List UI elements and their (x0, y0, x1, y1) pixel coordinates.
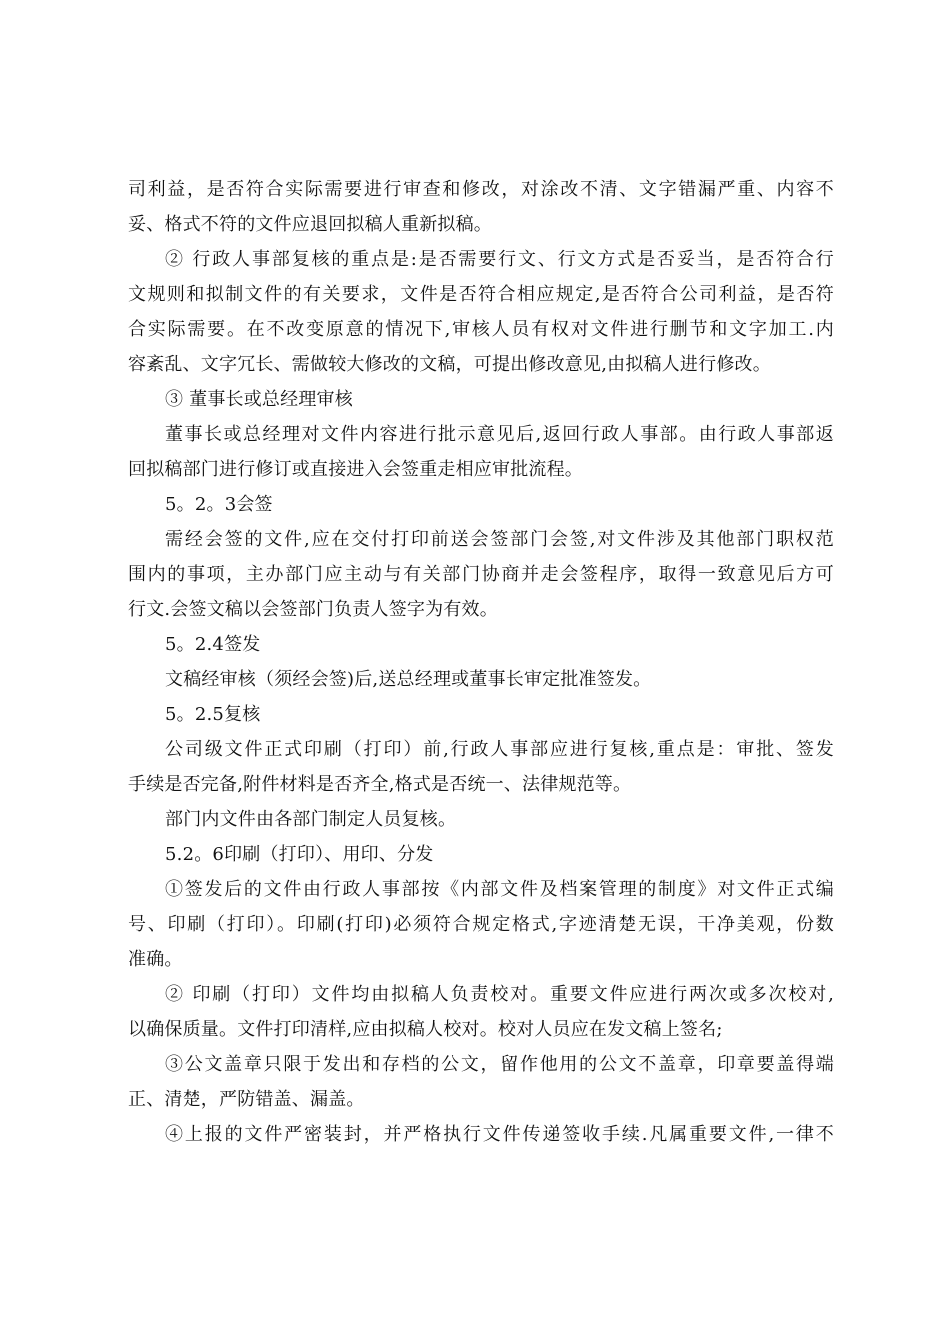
paragraph-line: 部门内文件由各部门制定人员复核。 (165, 809, 457, 830)
paragraph-line: 容紊乱、文字冗长、需做较大修改的文稿，可提出修改意见,由拟稿人进行修改。 (128, 354, 771, 375)
paragraph-line: 正、清楚，严防错盖、漏盖。 (128, 1089, 365, 1110)
paragraph-line: 回拟稿部门进行修订或直接进入会签重走相应审批流程。 (128, 459, 583, 480)
paragraph-line: 董事长或总经理对文件内容进行批示意见后,返回行政人事部。由行政人事部返 (165, 424, 834, 445)
paragraph-line: 需经会签的文件,应在交付打印前送会签部门会签,对文件涉及其他部门职权范 (165, 529, 834, 550)
paragraph-line: 公司级文件正式印刷（打印）前,行政人事部应进行复核,重点是：审批、签发 (165, 739, 834, 760)
paragraph-line: ①签发后的文件由行政人事部按《内部文件及档案管理的制度》对文件正式编 (165, 879, 834, 900)
paragraph-line: 文规则和拟制文件的有关要求，文件是否符合相应规定,是否符合公司利益，是否符 (128, 284, 834, 305)
section-heading: 5。2.4签发 (165, 634, 261, 655)
paragraph-line: 合实际需要。在不改变原意的情况下,审核人员有权对文件进行删节和文字加工.内 (128, 319, 834, 340)
paragraph-line: 围内的事项，主办部门应主动与有关部门协商并走会签程序，取得一致意见后方可 (128, 564, 834, 585)
paragraph-line: 行文.会签文稿以会签部门负责人签字为有效。 (128, 599, 498, 620)
section-heading: 5。2。3会签 (165, 494, 273, 515)
paragraph-line: ② 印刷（打印）文件均由拟稿人负责校对。重要文件应进行两次或多次校对, (165, 984, 834, 1005)
paragraph-line: 手续是否完备,附件材料是否齐全,格式是否统一、法律规范等。 (128, 774, 632, 795)
section-heading: ③ 董事长或总经理审核 (165, 389, 353, 410)
section-heading: 5。2.5复核 (165, 704, 261, 725)
paragraph-line: ④上报的文件严密装封，并严格执行文件传递签收手续.凡属重要文件,一律不 (165, 1124, 834, 1145)
paragraph-line: ② 行政人事部复核的重点是:是否需要行文、行文方式是否妥当，是否符合行 (165, 249, 834, 270)
document-body (128, 172, 834, 1152)
section-heading: 5.2。6印刷（打印）、用印、分发 (165, 844, 434, 865)
paragraph-line: 号、印刷（打印）。印刷(打印)必须符合规定格式,字迹清楚无误，干净美观，份数 (128, 914, 834, 935)
paragraph-line: ③公文盖章只限于发出和存档的公文，留作他用的公文不盖章，印章要盖得端 (165, 1054, 834, 1075)
paragraph-line: 妥、格式不符的文件应退回拟稿人重新拟稿。 (128, 214, 492, 235)
paragraph-line: 以确保质量。文件打印清样,应由拟稿人校对。校对人员应在发文稿上签名; (128, 1019, 723, 1040)
paragraph-line: 文稿经审核（须经会签)后,送总经理或董事长审定批准签发。 (165, 669, 652, 690)
paragraph-line: 司利益，是否符合实际需要进行审查和修改，对涂改不清、文字错漏严重、内容不 (128, 179, 834, 200)
paragraph-line: 准确。 (128, 949, 183, 970)
